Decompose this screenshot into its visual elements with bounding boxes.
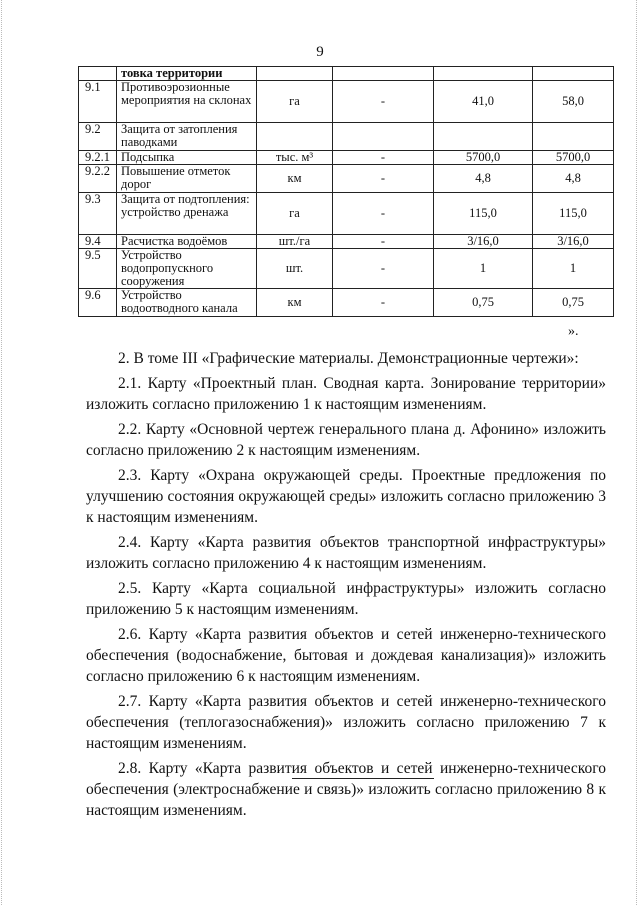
row-col-1: - bbox=[333, 249, 434, 289]
row-col-3: 115,0 bbox=[533, 193, 614, 235]
row-col-3: 58,0 bbox=[533, 81, 614, 123]
row-name: Защита от подтопления: устройство дренажа bbox=[117, 193, 257, 235]
row-col-1: - bbox=[333, 235, 434, 249]
row-number: 9.3 bbox=[79, 193, 117, 235]
row-col-2: 3/16,0 bbox=[434, 235, 533, 249]
row-col-2: 1 bbox=[434, 249, 533, 289]
row-number bbox=[79, 67, 117, 81]
row-col-2 bbox=[434, 67, 533, 81]
row-col-2: 41,0 bbox=[434, 81, 533, 123]
paragraph-2: 2. В томе III «Графические материалы. Демонстрационные чертежи»: bbox=[118, 350, 579, 367]
paragraph-2-3: 2.3. Карту «Охрана окружающей среды. Проектные предложения по улучшению состояния окружающей среды» изложить согласно приложению 3 к настоящим изменениям. bbox=[86, 467, 606, 526]
row-col-3 bbox=[533, 123, 614, 151]
row-col-1: - bbox=[333, 289, 434, 317]
row-col-2: 5700,0 bbox=[434, 151, 533, 165]
row-col-3 bbox=[533, 67, 614, 81]
row-unit: га bbox=[257, 193, 333, 235]
row-name: Защита от затопления паводками bbox=[117, 123, 257, 151]
row-col-1: - bbox=[333, 151, 434, 165]
row-number: 9.4 bbox=[79, 235, 117, 249]
paragraph-2-4: 2.4. Карту «Карта развития объектов транспортной инфраструктуры» изложить согласно приложению 4 к настоящим изменениям. bbox=[86, 534, 606, 572]
row-unit bbox=[257, 67, 333, 81]
row-col-3: 3/16,0 bbox=[533, 235, 614, 249]
row-unit: км bbox=[257, 289, 333, 317]
table-row bbox=[79, 289, 614, 317]
row-col-1: - bbox=[333, 193, 434, 235]
row-col-2 bbox=[434, 123, 533, 151]
page-number: 9 bbox=[316, 44, 324, 60]
row-col-3: 4,8 bbox=[533, 165, 614, 193]
row-name: Подсыпка bbox=[117, 151, 257, 165]
row-col-2: 115,0 bbox=[434, 193, 533, 235]
row-col-1: - bbox=[333, 81, 434, 123]
table-row bbox=[79, 123, 614, 151]
paragraph-2-8: 2.8. Карту «Карта развития объектов и сетей инженерно-технического обеспечения (электроснабжение и связь)» изложить согласно приложению 8 к настоящим изменениям. bbox=[86, 760, 606, 819]
row-number: 9.1 bbox=[79, 81, 117, 123]
row-col-1: - bbox=[333, 165, 434, 193]
separator-line bbox=[292, 778, 434, 779]
paragraph-2-7: 2.7. Карту «Карта развития объектов и сетей инженерно-технического обеспечения (теплогазоснабжения)» изложить согласно приложению 7 к настоящим изменениям. bbox=[86, 693, 606, 752]
row-name: Противоэрозионные мероприятия на склонах bbox=[117, 81, 257, 123]
page-edge-left bbox=[1, 0, 2, 905]
row-name: Расчистка водоёмов bbox=[117, 235, 257, 249]
row-col-1 bbox=[333, 123, 434, 151]
row-name: Устройство водопропускного сооружения bbox=[117, 249, 257, 289]
table-row bbox=[79, 193, 614, 235]
row-number: 9.6 bbox=[79, 289, 117, 317]
row-unit: км bbox=[257, 165, 333, 193]
paragraph-2-5: 2.5. Карту «Карта социальной инфраструктуры» изложить согласно приложению 5 к настоящим изменениям. bbox=[86, 580, 606, 618]
row-unit: шт./га bbox=[257, 235, 333, 249]
row-col-2: 4,8 bbox=[434, 165, 533, 193]
row-col-3: 1 bbox=[533, 249, 614, 289]
row-col-3: 0,75 bbox=[533, 289, 614, 317]
row-name: Устройство водоотводного канала bbox=[117, 289, 257, 317]
row-col-2: 0,75 bbox=[434, 289, 533, 317]
table-row bbox=[79, 81, 614, 123]
row-number: 9.2.1 bbox=[79, 151, 117, 165]
table-row bbox=[79, 249, 614, 289]
page-edge-right bbox=[636, 0, 637, 905]
row-unit: тыс. м³ bbox=[257, 151, 333, 165]
row-number: 9.5 bbox=[79, 249, 117, 289]
row-col-3: 5700,0 bbox=[533, 151, 614, 165]
row-unit: га bbox=[257, 81, 333, 123]
body-text bbox=[86, 344, 606, 825]
paragraph-2-2: 2.2. Карту «Основной чертеж генерального плана д. Афонино» изложить согласно приложению 2 к настоящим изменениям. bbox=[86, 421, 606, 459]
row-unit: шт. bbox=[257, 249, 333, 289]
row-number: 9.2 bbox=[79, 123, 117, 151]
table-row bbox=[79, 235, 614, 249]
row-name: товка территории bbox=[117, 67, 257, 81]
paragraph-2-6: 2.6. Карту «Карта развития объектов и сетей инженерно-технического обеспечения (водоснабжение, бытовая и дождевая канализация)» изложить согласно приложению 6 к настоящим изменениям. bbox=[86, 626, 606, 685]
table-row bbox=[79, 165, 614, 193]
row-unit bbox=[257, 123, 333, 151]
measures-table bbox=[78, 66, 614, 317]
paragraph-2-1: 2.1. Карту «Проектный план. Сводная карта. Зонирование территории» изложить согласно приложению 1 к настоящим изменениям. bbox=[86, 375, 606, 413]
row-name: Повышение отметок дорог bbox=[117, 165, 257, 193]
row-number: 9.2.2 bbox=[79, 165, 117, 193]
table-closing-mark: ». bbox=[568, 324, 579, 339]
table-row bbox=[79, 67, 614, 81]
table-row bbox=[79, 151, 614, 165]
row-col-1 bbox=[333, 67, 434, 81]
